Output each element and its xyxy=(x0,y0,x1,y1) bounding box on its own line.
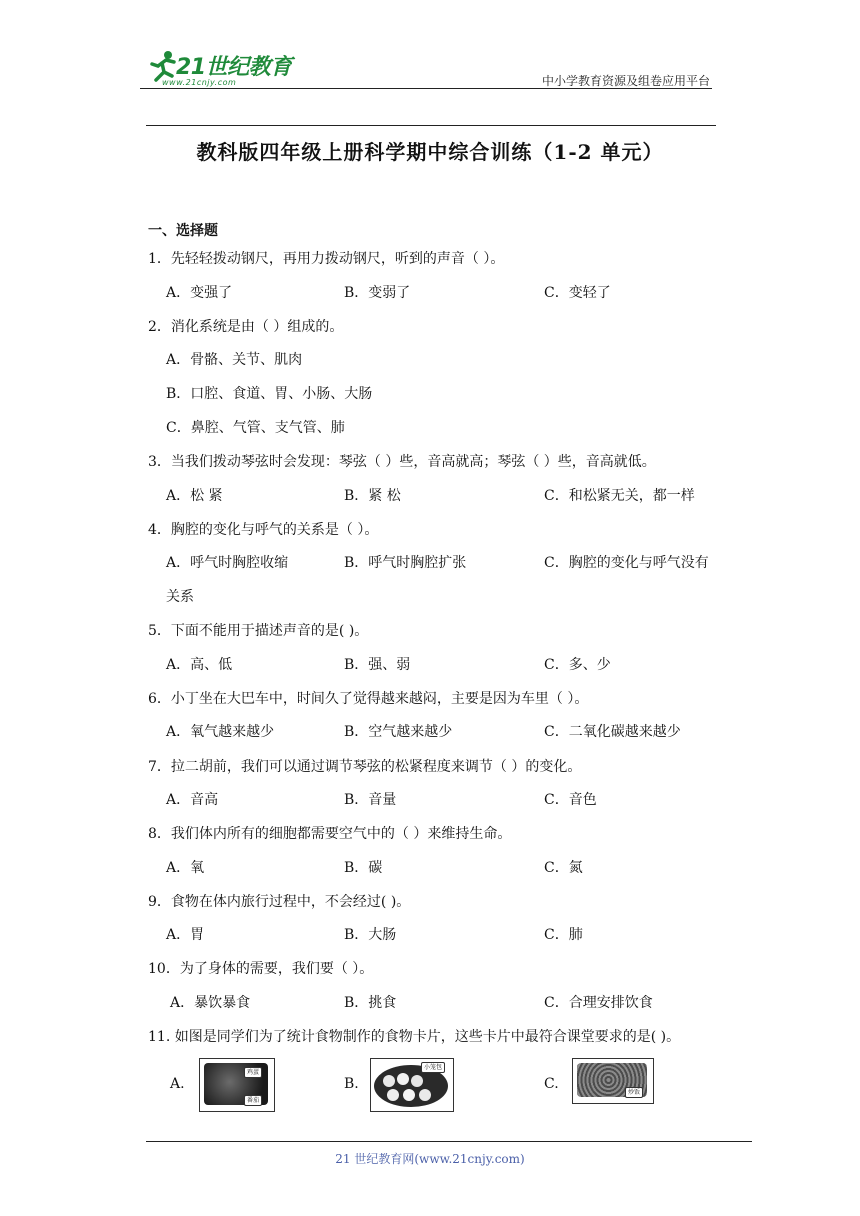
question-9: 9．食物在体内旅行过程中，不会经过( )。 xyxy=(148,894,411,910)
section-heading: 一、选择题 xyxy=(148,223,218,239)
q4-option-c-cont: 关系 xyxy=(166,589,194,605)
q8-option-c: C．氮 xyxy=(544,860,583,876)
footer-text[interactable]: 21 世纪教育网(www.21cnjy.com) xyxy=(335,1152,525,1166)
q3-option-c: C．和松紧无关，都一样 xyxy=(544,488,695,504)
question-8: 8．我们体内所有的细胞都需要空气中的（ ）来维持生命。 xyxy=(148,826,512,842)
q8-option-a: A．氧 xyxy=(166,860,205,876)
q10-option-c: C．合理安排饮食 xyxy=(544,995,653,1011)
q5-option-c: C．多、少 xyxy=(544,657,611,673)
q4-option-b: B．呼气时胸腔扩张 xyxy=(344,555,467,571)
q5-option-b: B．强、弱 xyxy=(344,657,411,673)
question-1: 1．先轻轻拨动钢尺，再用力拨动钢尺，听到的声音（ ）。 xyxy=(148,251,505,267)
q6-option-c: C．二氧化碳越来越少 xyxy=(544,724,681,740)
platform-name: 中小学教育资源及组卷应用平台 xyxy=(541,74,710,88)
food-card-b xyxy=(370,1058,454,1112)
q6-option-a: A．氧气越来越少 xyxy=(166,724,275,740)
header-rule xyxy=(140,88,712,89)
q11-option-b: B. xyxy=(344,1076,359,1092)
title-rule xyxy=(146,125,716,126)
card-a-tag-1: 鸡蛋 xyxy=(244,1067,262,1078)
q1-option-a: A．变强了 xyxy=(166,285,233,301)
q5-option-a: A．高、低 xyxy=(166,657,233,673)
q10-option-b: B．挑食 xyxy=(344,995,397,1011)
question-7: 7．拉二胡前，我们可以通过调节琴弦的松紧程度来调节（ ）的变化。 xyxy=(148,759,582,775)
question-2: 2．消化系统是由（ ）组成的。 xyxy=(148,319,344,335)
q1-option-c: C．变轻了 xyxy=(544,285,611,301)
q4-option-a: A．呼气时胸腔收缩 xyxy=(166,555,289,571)
q2-option-b: B．口腔、食道、胃、小肠、大肠 xyxy=(166,386,373,402)
q2-option-c: C．鼻腔、气管、支气管、肺 xyxy=(166,420,345,436)
q6-option-b: B．空气越来越少 xyxy=(344,724,453,740)
food-card-a xyxy=(199,1058,275,1112)
dumplings-graphic xyxy=(379,1071,443,1103)
q2-option-a: A．骨骼、关节、肌肉 xyxy=(166,352,303,368)
q9-option-a: A．胃 xyxy=(166,927,205,943)
question-5: 5．下面不能用于描述声音的是( )。 xyxy=(148,623,369,639)
question-6: 6．小丁坐在大巴车中，时间久了觉得越来越闷，主要是因为车里（ ）。 xyxy=(148,691,589,707)
page-title: 教科版四年级上册科学期中综合训练（1-2 单元） xyxy=(196,140,664,164)
card-a-tag-2: 番茄 xyxy=(244,1095,262,1106)
question-10: 10．为了身体的需要，我们要（ ）。 xyxy=(148,961,374,977)
q11-option-c: C. xyxy=(544,1076,559,1092)
q7-option-c: C．音色 xyxy=(544,792,597,808)
card-c-tag: 炒饭 xyxy=(625,1087,643,1098)
q11-option-a: A. xyxy=(170,1076,185,1092)
q8-option-b: B．碳 xyxy=(344,860,383,876)
q9-option-b: B．大肠 xyxy=(344,927,397,943)
q4-option-c: C．胸腔的变化与呼气没有 xyxy=(544,555,709,571)
logo-url: www.21cnjy.com xyxy=(162,78,237,87)
q3-option-b: B．紧 松 xyxy=(344,488,401,504)
question-11: 11. 如图是同学们为了统计食物制作的食物卡片，这些卡片中最符合课堂要求的是( )。 xyxy=(148,1029,681,1045)
question-3: 3．当我们拨动琴弦时会发现：琴弦（ ）些，音高就高；琴弦（ ）些，音高就低。 xyxy=(148,454,656,470)
q7-option-b: B．音量 xyxy=(344,792,397,808)
q3-option-a: A．松 紧 xyxy=(166,488,223,504)
footer-rule xyxy=(146,1141,752,1142)
q10-option-a: A．暴饮暴食 xyxy=(170,995,251,1011)
card-b-tag: 小笼包 xyxy=(421,1062,445,1073)
q1-option-b: B．变弱了 xyxy=(344,285,411,301)
q9-option-c: C．肺 xyxy=(544,927,583,943)
question-4: 4．胸腔的变化与呼气的关系是（ ）。 xyxy=(148,522,379,538)
food-card-c xyxy=(572,1058,654,1104)
q7-option-a: A．音高 xyxy=(166,792,219,808)
logo-text: 21世纪教育 xyxy=(176,55,292,80)
